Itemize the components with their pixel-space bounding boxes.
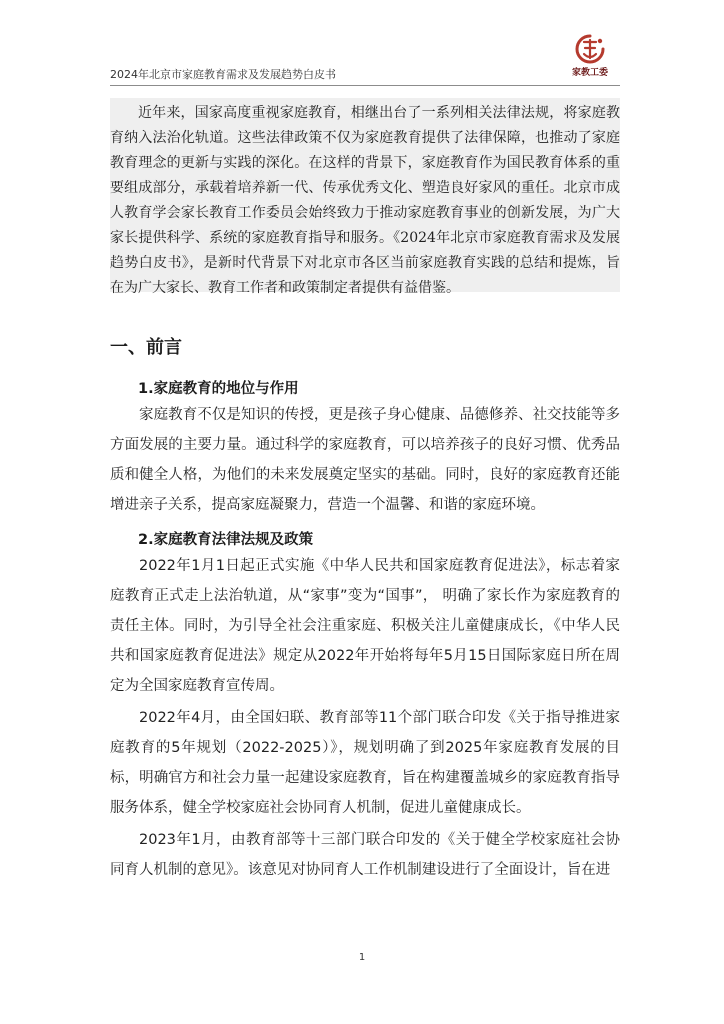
header-divider bbox=[110, 85, 620, 86]
subsection-heading-role: 1.家庭教育的地位与作用 bbox=[138, 381, 299, 397]
paragraph-role: 家庭教育不仅是知识的传授，更是孩子身心健康、品德修养、社交技能等多方面发展的主要力量。通过科学的家庭教育，可以培养孩子的良好习惯、优秀品质和健全人格，为他们的未来发展奠定坚实的基础。同时，良好的家庭教育还能增进亲子关系，提高家庭凝聚力，营造一个温馨、和谐的家庭环境。 bbox=[110, 407, 620, 513]
intro-paragraph: 近年来，国家高度重视家庭教育，相继出台了一系列相关法律法规，将家庭教育纳入法治化轨道。这些法律政策不仅为家庭教育提供了法律保障，也推动了家庭教育理念的更新与实践的深化。在这样的背景下，家庭教育作为国民教育体系的重要组成部分，承载着培养新一代、传承优秀文化、塑造良好家风的重任。北京市成人教育学会家长教育工作委员会始终致力于推动家庭教育事业的创新发展，为广大家长提供科学、系统的家庭教育指导和服务。《2024年北京市家庭教育需求及发展趋势白皮书》，是新时代背景下对北京市各区当前家庭教育实践的总结和提炼，旨在为广大家长、教育工作者和政策制定者提供有益借鉴。 bbox=[110, 105, 620, 296]
logo-emblem-icon bbox=[575, 34, 605, 64]
paragraph-plan-2022-04: 2022年4月，由全国妇联、教育部等11个部门联合印发《关于指导推进家庭教育的5年规划（2022-2025）》，规划明确了到2025年家庭教育发展的目标，明确官方和社会力量一起建设家庭教育，旨在构建覆盖城乡的家庭教育指导服务体系，健全学校家庭社会协同育人机制，促进儿童健康成长。 bbox=[110, 710, 620, 816]
organization-logo bbox=[560, 34, 620, 82]
intro-box bbox=[110, 98, 620, 296]
document-title: 2024年北京市家庭教育需求及发展趋势白皮书 bbox=[110, 68, 336, 81]
section-heading-preface: 一、前言 bbox=[110, 337, 182, 358]
page-header bbox=[110, 0, 620, 92]
paragraph-opinion-2023-01: 2023年1月，由教育部等十三部门联合印发的《关于健全学校家庭社会协同育人机制的意见》。该意见对协同育人工作机制建设进行了全面设计，旨在进 bbox=[110, 832, 620, 878]
subsection-heading-laws: 2.家庭教育法律法规及政策 bbox=[138, 532, 314, 548]
paragraph-law-2022-01: 2022年1月1日起正式实施《中华人民共和国家庭教育促进法》，标志着家庭教育正式走上法治轨道，从“家事”变为“国事”， 明确了家长作为家庭教育的责任主体。同时，为引导全社会注重家庭、积极关注儿童健康成长，《中华人民共和国家庭教育促进法》规定从2022年开始将每年5月15日国际家庭日所在周定为全国家庭教育宣传周。 bbox=[110, 558, 620, 694]
page-number: 1 bbox=[358, 952, 366, 963]
logo-text: 家教工委 bbox=[571, 68, 608, 78]
